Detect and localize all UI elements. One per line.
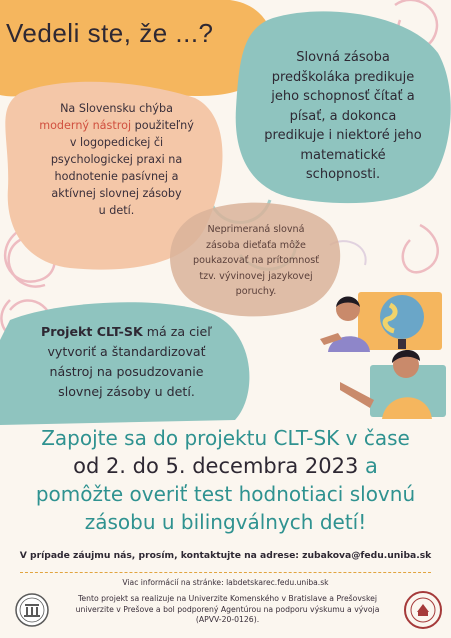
bubble3-line2: zásoba dieťaťa môže <box>206 239 306 251</box>
bubble1-line2 <box>14 117 219 134</box>
poster-title <box>6 18 286 49</box>
project-name: Projekt CLT-SK <box>41 324 143 339</box>
bubble3-line3: poukazovať na prítomnosť <box>193 255 319 266</box>
call-to-action <box>0 424 451 536</box>
bubble3-line1: Neprimeraná slovná <box>207 224 305 235</box>
university-seal-right <box>403 590 443 630</box>
bubble2-line7: schopnosti. <box>305 167 381 182</box>
bubble2-line5: predikuje i niektoré jeho <box>264 128 422 143</box>
footer-line2: univerzite v Prešove a bol podporený Agentúrou na podporu výskumu a vývoja <box>75 604 380 614</box>
more-info-line <box>0 578 451 587</box>
bubble2-line1: Slovná zásoba <box>296 50 390 65</box>
bubble1-line3: v logopedickej či <box>69 136 164 149</box>
bubble2-line3: jeho schopnosť čítať a <box>271 89 415 104</box>
bubble1-line5: hodnotenie pasívnej a <box>54 170 179 183</box>
university-logo-left <box>14 592 50 628</box>
bubble2-line6: matematické <box>300 147 386 163</box>
footer-funding-text <box>55 594 400 626</box>
cta-line1: Zapojte sa do projektu CLT-SK v čase <box>41 426 410 450</box>
bubble4-line2: vytvoriť a štandardizovať <box>47 344 206 359</box>
bubble3-line5: poruchy. <box>235 286 277 297</box>
cta-line4: zásobu u bilingválnych detí! <box>84 510 367 534</box>
children-illustration <box>300 287 450 422</box>
contact-text: V prípade záujmu nás, prosím, kontaktujte na adrese: zubakova@fedu.uniba.sk <box>19 550 432 561</box>
bubble4-line1-rest: má za cieľ <box>142 324 212 339</box>
cta-line3: pomôžte overiť test hodnotiaci slovnú <box>35 482 416 506</box>
cta-line2-rest: a <box>358 454 378 478</box>
bubble4-line4: slovnej zásoby u detí. <box>58 384 195 399</box>
more-info-text[interactable]: Viac informácií na stránke: labdetskarec.fedu.uniba.sk <box>122 578 329 587</box>
cta-dates: od 2. do 5. decembra 2023 <box>73 454 359 478</box>
cta-line2 <box>0 452 451 480</box>
bubble1-line1: Na Slovensku chýba <box>60 102 173 115</box>
footer-line3: (APVV-20-0126). <box>195 615 260 624</box>
title-text: Vedeli ste, že ...? <box>6 18 214 48</box>
bubble-vocabulary-predicts <box>243 48 443 185</box>
bubble4-line1 <box>14 322 239 342</box>
bubble1-line2-rest: použiteľný <box>131 119 194 132</box>
footer-line1: Tento projekt sa realizuje na Univerzite Komenského v Bratislave a Prešovskej <box>78 594 377 603</box>
bubble1-line7: u detí. <box>98 204 135 217</box>
bubble3-line4: tzv. vývinovej jazykovej <box>199 270 313 282</box>
bubble1-highlight: moderný nástroj <box>39 119 132 132</box>
bubble-missing-tool <box>14 100 219 219</box>
divider <box>20 572 431 573</box>
bubble2-line4: písať, a dokonca <box>289 108 397 124</box>
bubble1-line6: aktívnej slovnej zásoby <box>51 187 182 200</box>
contact-line <box>0 550 451 561</box>
bubble-project-goal <box>14 322 239 402</box>
bubble1-line4: psychologickej praxi na <box>50 153 183 166</box>
bubble4-line3: nástroj na posudzovanie <box>49 364 204 379</box>
bubble2-line2: predškoláka predikuje <box>271 69 415 85</box>
